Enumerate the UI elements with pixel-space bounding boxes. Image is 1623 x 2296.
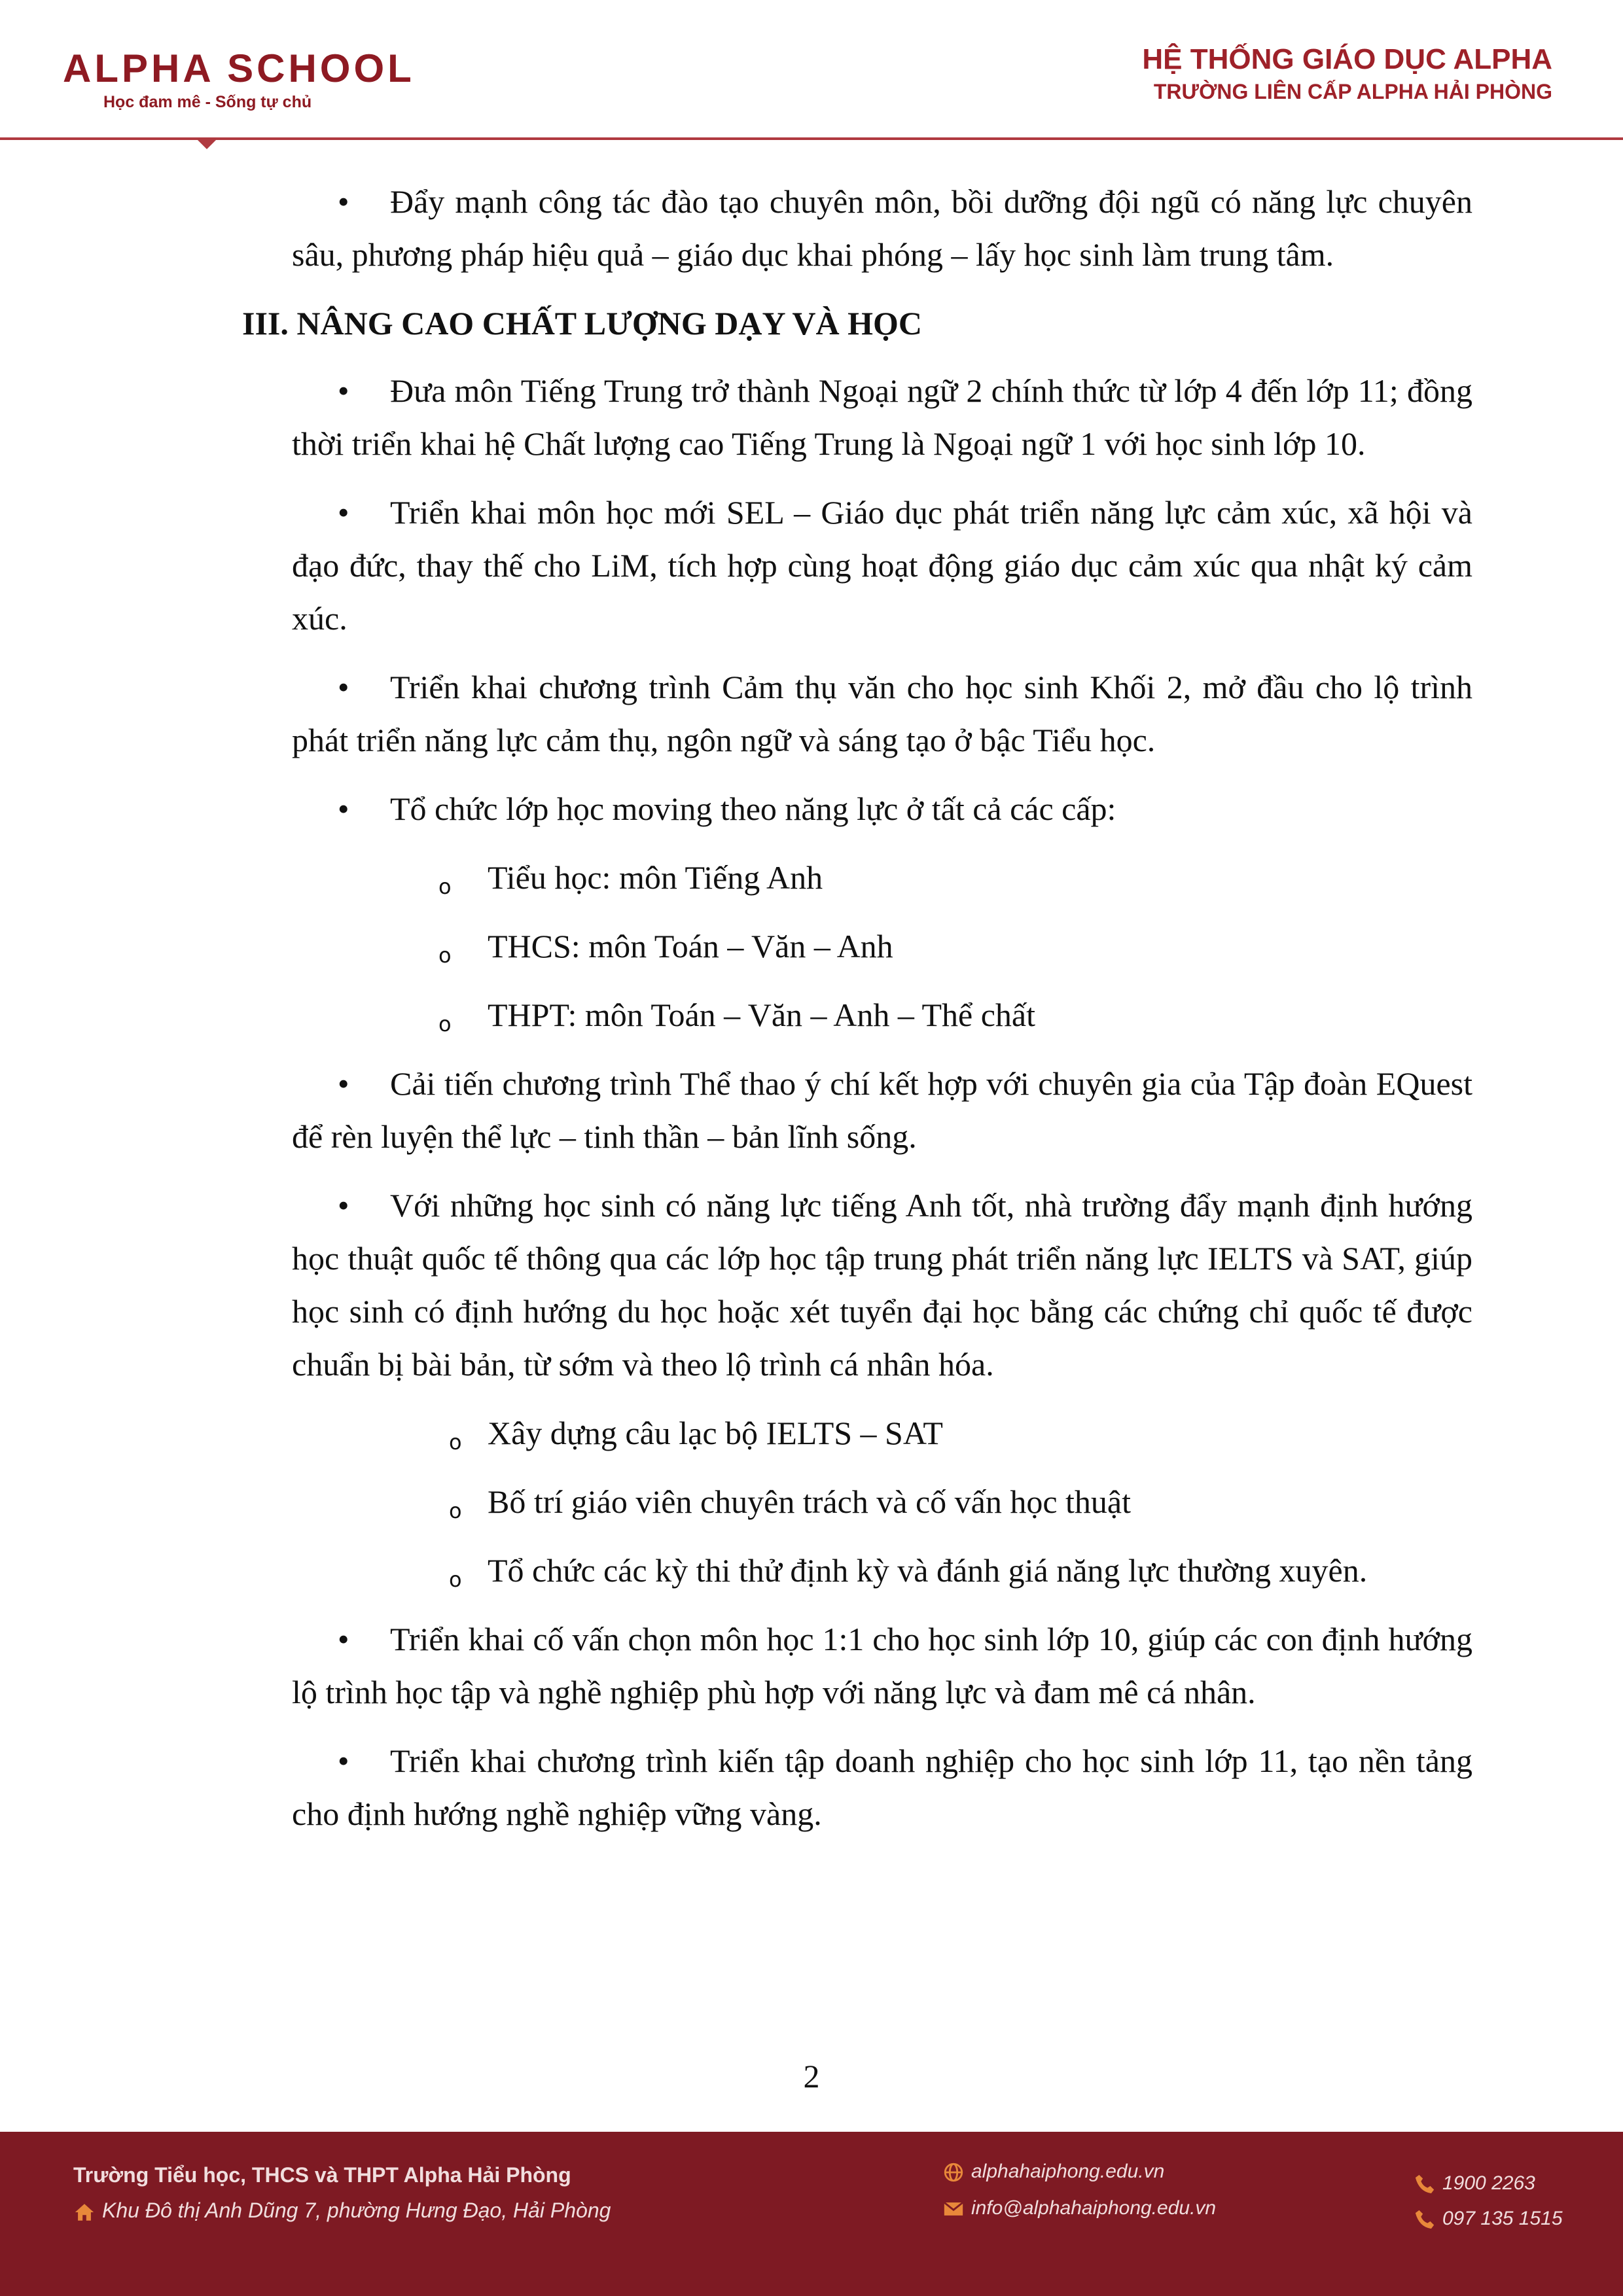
page-footer [0, 2132, 1623, 2296]
list-item [242, 1057, 1472, 1163]
sub-bullet-marker: o [449, 1498, 462, 1523]
bullet-text: Triển khai chương trình Cảm thụ văn cho học sinh Khối 2, mở đầu cho lộ trình phát triển năng lực cảm thụ, ngôn ngữ và sáng tạo ở bậc Tiểu học. [292, 669, 1472, 758]
header-notch [196, 139, 217, 149]
bullet-marker: • [338, 372, 349, 409]
bullet-marker: • [338, 1621, 349, 1657]
footer-email[interactable] [942, 2197, 1216, 2220]
sub-bullet-marker: o [438, 943, 452, 968]
list-item [242, 783, 1472, 836]
bullet-marker: • [338, 494, 349, 531]
sub-bullet-marker: o [449, 1567, 462, 1592]
globe-icon [942, 2161, 965, 2183]
bullet-marker: • [338, 669, 349, 705]
home-icon [73, 2201, 96, 2223]
bullet-text: Triển khai chương trình kiến tập doanh nghiệp cho học sinh lớp 11, tạo nền tảng cho định hướng nghề nghiệp vững vàng. [292, 1742, 1472, 1832]
footer-website[interactable] [942, 2161, 1164, 2183]
footer-address [73, 2199, 611, 2223]
org-school-name: TRƯỜNG LIÊN CẤP ALPHA HẢI PHÒNG [1153, 80, 1552, 103]
sub-list-item [242, 1407, 1472, 1460]
sub-item-text: THPT: môn Toán – Văn – Anh – Thể chất [488, 997, 1035, 1033]
bullet-text: Cải tiến chương trình Thể thao ý chí kết hợp với chuyên gia của Tập đoàn EQuest để rèn luyện thể lực – tinh thần – bản lĩnh sống. [292, 1065, 1472, 1155]
sub-bullet-marker: o [449, 1430, 462, 1455]
list-item [242, 1613, 1472, 1719]
sub-item-text: Tiểu học: môn Tiếng Anh [488, 859, 823, 896]
sub-item-text: Xây dựng câu lạc bộ IELTS – SAT [488, 1415, 943, 1451]
bullet-text: Với những học sinh có năng lực tiếng Anh tốt, nhà trường đẩy mạnh định hướng học thuật quốc tế thông qua các lớp học tập trung phát triển năng lực IELTS và SAT, giúp học sinh có định hướng du học hoặc xét tuyển đại học bằng các chứng chỉ quốc tế được chuẩn bị bài bản, từ sớm và theo lộ trình cá nhân hóa. [292, 1187, 1472, 1383]
sub-list-item [242, 1544, 1472, 1597]
sub-item-text: THCS: môn Toán – Văn – Anh [488, 928, 893, 964]
header-divider [0, 137, 1623, 140]
school-logo-name: ALPHA SCHOOL [63, 46, 415, 90]
footer-phone-1-text[interactable]: 1900 2263 [1442, 2172, 1535, 2194]
school-logo-tagline: Học đam mê - Sống tự chủ [103, 93, 312, 111]
sub-item-text: Bố trí giáo viên chuyên trách và cố vấn học thuật [488, 1483, 1132, 1520]
bullet-text: Đẩy mạnh công tác đào tạo chuyên môn, bồi dưỡng đội ngũ có năng lực chuyên sâu, phương pháp hiệu quả – giáo dục khai phóng – lấy học sinh làm trung tâm. [292, 183, 1472, 273]
mail-icon [942, 2198, 965, 2220]
footer-school-name: Trường Tiểu học, THCS và THPT Alpha Hải Phòng [73, 2163, 571, 2187]
page-number: 2 [803, 2058, 820, 2094]
sub-list-item [242, 851, 1472, 904]
list-item [242, 661, 1472, 767]
bullet-text: Triển khai môn học mới SEL – Giáo dục phát triển năng lực cảm xúc, xã hội và đạo đức, thay thế cho LiM, tích hợp cùng hoạt động giáo dục cảm xúc qua nhật ký cảm xúc. [292, 494, 1472, 637]
list-item [242, 175, 1472, 281]
list-item [242, 1735, 1472, 1841]
phone-icon [1414, 2173, 1436, 2195]
sub-bullet-marker: o [438, 874, 452, 899]
page-header [0, 0, 1623, 150]
phone-icon [1414, 2208, 1436, 2231]
footer-phone-1[interactable] [1414, 2172, 1535, 2195]
bullet-marker: • [338, 183, 349, 220]
sub-item-text: Tổ chức các kỳ thi thử định kỳ và đánh giá năng lực thường xuyên. [488, 1552, 1368, 1589]
footer-website-text[interactable]: alphahaiphong.edu.vn [971, 2161, 1165, 2182]
section-title: III. NÂNG CAO CHẤT LƯỢNG DẠY VÀ HỌC [242, 305, 922, 342]
sub-list-item [242, 920, 1472, 973]
list-item [242, 364, 1472, 470]
sub-list-item [242, 1475, 1472, 1528]
footer-phone-2-text[interactable]: 097 135 1515 [1442, 2208, 1563, 2229]
bullet-marker: • [338, 1187, 349, 1224]
bullet-text: Đưa môn Tiếng Trung trở thành Ngoại ngữ 2 chính thức từ lớp 4 đến lớp 11; đồng thời triển khai hệ Chất lượng cao Tiếng Trung là Ngoại ngữ 1 với học sinh lớp 10. [292, 372, 1472, 462]
list-item [242, 486, 1472, 645]
footer-phone-2[interactable] [1414, 2208, 1563, 2231]
bullet-text: Triển khai cố vấn chọn môn học 1:1 cho học sinh lớp 10, giúp các con định hướng lộ trình học tập và nghề nghiệp phù hợp với năng lực và đam mê cá nhân. [292, 1621, 1472, 1710]
sub-list-item [242, 989, 1472, 1042]
footer-email-text[interactable]: info@alphahaiphong.edu.vn [971, 2197, 1217, 2219]
footer-address-text: Khu Đô thị Anh Dũng 7, phường Hưng Đạo, Hải Phòng [102, 2199, 611, 2222]
bullet-marker: • [338, 790, 349, 827]
bullet-marker: • [338, 1742, 349, 1779]
bullet-text: Tổ chức lớp học moving theo năng lực ở tất cả các cấp: [390, 790, 1116, 827]
list-item [242, 1179, 1472, 1391]
bullet-marker: • [338, 1065, 349, 1102]
document-body [242, 175, 1472, 1856]
org-name: HỆ THỐNG GIÁO DỤC ALPHA [1142, 43, 1552, 75]
sub-bullet-marker: o [438, 1012, 452, 1036]
